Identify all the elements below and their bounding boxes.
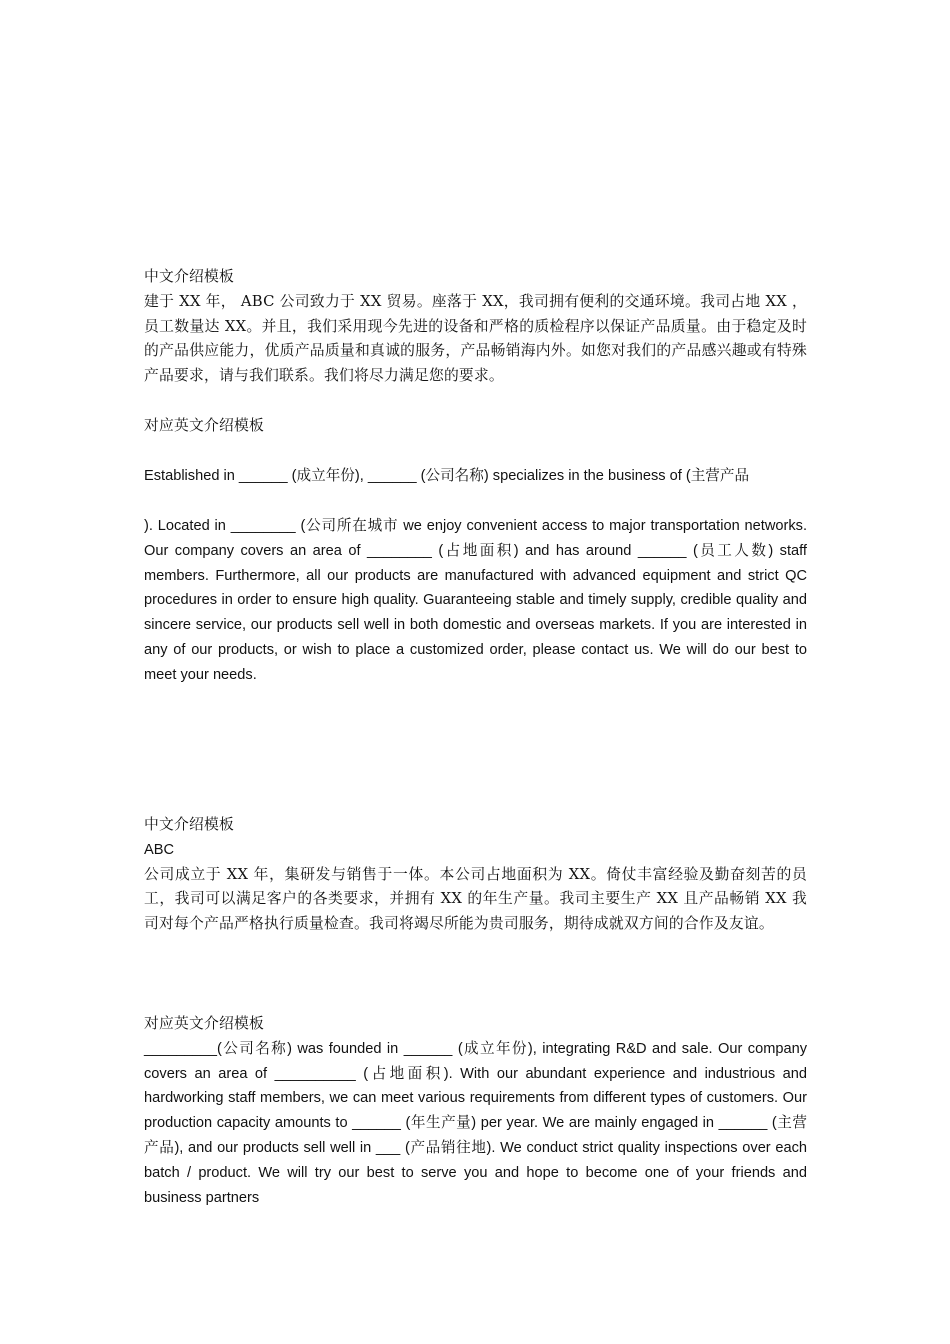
- section-2-cn-subtitle: ABC: [144, 841, 175, 858]
- section-2-chinese: [144, 813, 807, 937]
- section-1-cn-heading: 中文介绍模板: [144, 268, 234, 285]
- section-1-chinese: [144, 265, 807, 389]
- section-2-cn-heading: 中文介绍模板: [144, 816, 234, 833]
- section-1-english-line1-block: [144, 464, 807, 489]
- section-1-english-heading-block: [144, 414, 807, 439]
- section-1-cn-body: 建于 XX 年， ABC 公司致力于 XX 贸易。座落于 XX，我司拥有便利的交通环境。我司占地 XX ，员工数量达 XX。并且，我们采用现今先进的设备和严格的质检程序以保证产品质量。由于稳定及时的产品供应能力，优质产品质量和真诚的服务，产品畅销海内外。如您对我们的产品感兴趣或有特殊产品要求，请与我们联系。我们将尽力满足您的要求。: [144, 292, 807, 385]
- section-2-en-heading: 对应英文介绍模板: [144, 1015, 264, 1032]
- section-1-en-line1: Established in ______ (成立年份), ______ (公司名称) specializes in the business of (主营产品: [144, 468, 750, 484]
- section-2-en-body: _________(公司名称) was founded in ______ (成立年份), integrating R&D and sale. Our company covers an area of __________ (占地面积). With our abundant experience and industrious and hardworking staff members, we can meet various requirements from different types of customers. Our production capacity amounts to ______ (年生产量) per year. We are mainly engaged in ______ (主营产品), and our products sell well in ___ (产品销往地). We conduct strict quality inspections over each batch / product. We will try our best to serve you and hope to become one of your friends and business partners: [144, 1040, 807, 1206]
- section-1-en-body: ). Located in ________ (公司所在城市 we enjoy convenient access to major transportation networks. Our company covers an area of ________ (占地面积) and has around ______ (员工人数) staff members. Furthermore, all our products are manufactured with advanced equipment and strict QC procedures in order to ensure high quality. Guaranteeing stable and timely supply, credible quality and sincere service, our products sell well in both domestic and overseas markets. If you are interested in any of our products, or wish to place a customized order, please contact us. We will do our best to meet your needs.: [144, 518, 807, 683]
- section-2-english: [144, 1012, 807, 1210]
- section-2-cn-body: 公司成立于 XX 年，集研发与销售于一体。本公司占地面积为 XX。倚仗丰富经验及勤奋刻苦的员工，我司可以满足客户的各类要求，并拥有 XX 的年生产量。我司主要生产 XX 且产品畅销 XX 我司对每个产品严格执行质量检查。我司将竭尽所能为贵司服务，期待成就双方间的合作及友谊。: [144, 865, 807, 933]
- section-1-english-body-block: [144, 514, 807, 688]
- section-1-en-heading: 对应英文介绍模板: [144, 417, 264, 434]
